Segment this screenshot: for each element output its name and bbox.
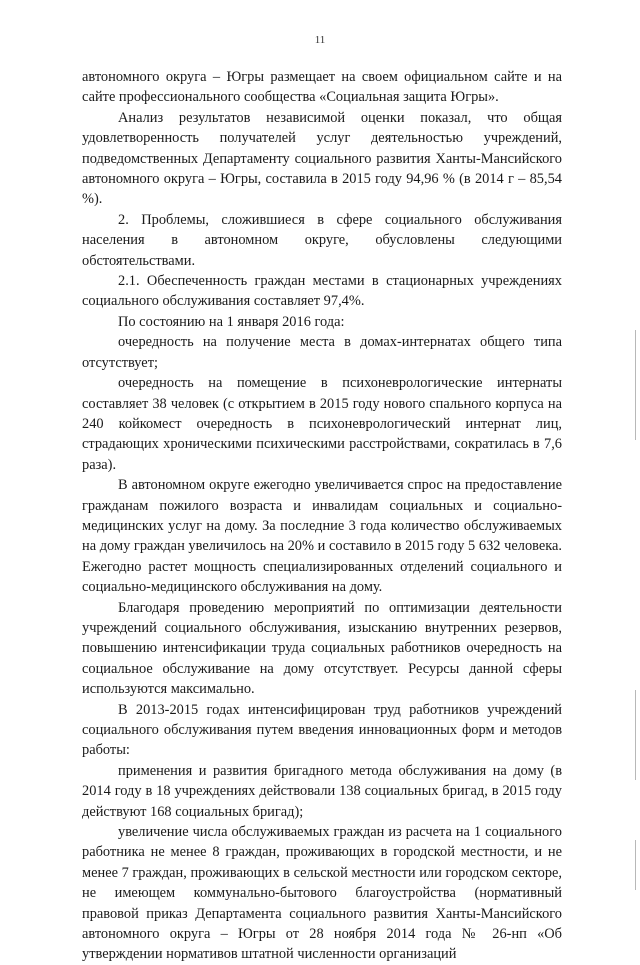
body-paragraph: очередность на помещение в психоневрологические интернаты составляет 38 человек (с открытием в 2015 году нового спального корпуса на 240 койкомест очередность в психоневрологический интернат лиц, страдающих хроническими психическими расстройствами, сократилась в 7,6 раза). <box>82 375 562 473</box>
scan-edge-mark <box>635 690 636 780</box>
body-paragraph: В 2013-2015 годах интенсифицирован труд работников учреждений социального обслуживания путем введения инновационных форм и методов работы: <box>82 701 562 759</box>
body-paragraph: автономного округа – Югры размещает на своем официальном сайте и на сайте профессионального сообщества «Социальная защита Югры». <box>82 69 562 106</box>
body-paragraph: По состоянию на 1 января 2016 года: <box>118 313 345 330</box>
body-paragraph: очередность на получение места в домах-интернатах общего типа отсутствует; <box>82 334 562 371</box>
body-paragraph: Благодаря проведению мероприятий по оптимизации деятельности учреждений социального обслуживания, изысканию внутренних резервов, повышению интенсификации труда социальных работников очередность на социальное обслуживание на дому отсутствует. Ресурсы данной сферы используются максимально. <box>82 599 562 698</box>
document-body <box>82 67 562 965</box>
body-paragraph: увеличение числа обслуживаемых граждан из расчета на 1 социального работника не менее 8 граждан, проживающих в городской местности, и не менее 7 граждан, проживающих в сельской местности или городском секторе, не имеющем коммунально-бытового благоустройства (нормативный правовой приказ Департамента социального развития Ханты-Мансийского автономного округа – Югры от 28 ноября 2014 года № 26-нп «Об утверждении нормативов штатной численности организаций <box>82 824 562 963</box>
body-paragraph: 2.1. Обеспеченность граждан местами в стационарных учреждениях социального обслуживания составляет 97,4%. <box>82 273 562 310</box>
body-paragraph: Анализ результатов независимой оценки показал, что общая удовлетворенность получателей услуг деятельностью учреждений, подведомственных Департаменту социального развития Ханты-Мансийского автономного округа – Югры, составила в 2015 году 94,96 % (в 2014 г – 85,54 %). <box>82 109 562 208</box>
body-paragraph: применения и развития бригадного метода обслуживания на дому (в 2014 году в 18 учреждениях действовали 138 социальных бригад, в 2015 году действуют 168 социальных бригад); <box>82 762 562 820</box>
scan-edge-mark <box>635 840 636 890</box>
scan-edge-mark <box>635 330 636 440</box>
page-number: 11 <box>314 34 326 46</box>
body-paragraph: 2. Проблемы, сложившиеся в сфере социального обслуживания населения в автономном округе, обусловлены следующими обстоятельствами. <box>82 211 562 269</box>
body-paragraph: В автономном округе ежегодно увеличивается спрос на предоставление гражданам пожилого возраста и инвалидам социальных и социально-медицинских услуг на дому. За последние 3 года количество обслуживаемых на дому граждан увеличилось на 20% и составило в 2015 году 5 632 человека. Ежегодно растет мощность специализированных отделений социального и социально-медицинского обслуживания на дому. <box>82 477 562 596</box>
